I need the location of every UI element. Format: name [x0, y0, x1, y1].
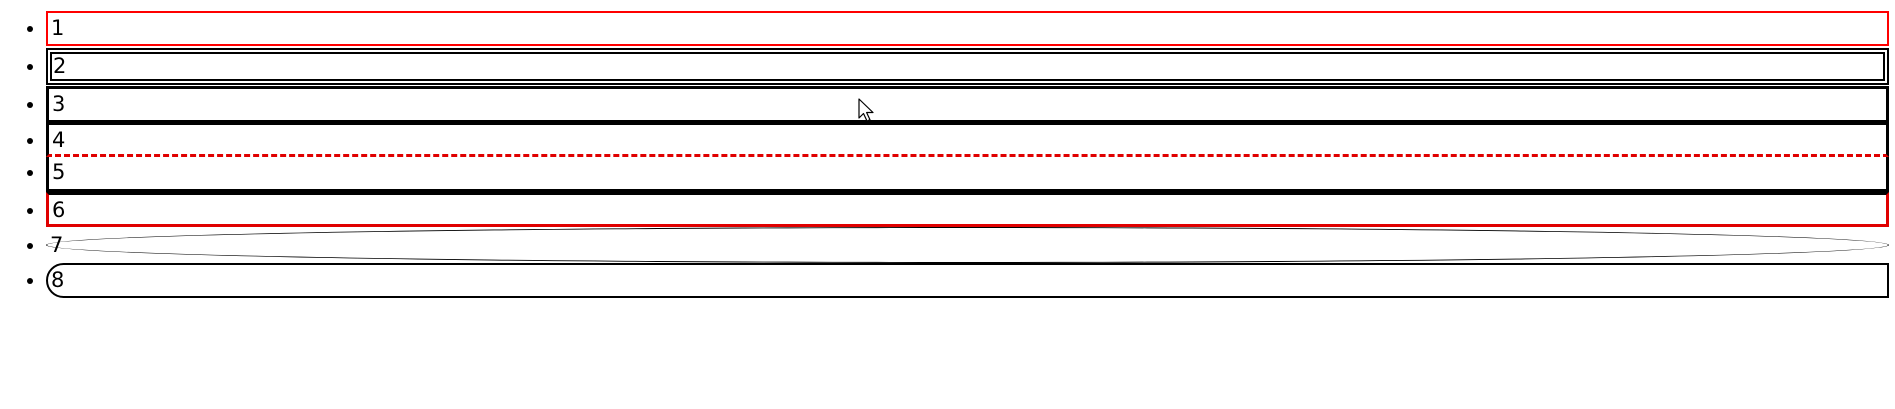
list-item-1 — [46, 11, 1895, 46]
list-item-4 — [46, 122, 1895, 157]
box-item-2: • 2 — [46, 48, 1889, 85]
box-item-1: • 1 — [46, 11, 1889, 46]
mouse-pointer-icon — [858, 98, 876, 124]
box-item-7: • 7 — [46, 227, 1889, 263]
bordered-box-list — [0, 11, 1895, 298]
box-item-4: • 4 — [46, 122, 1889, 157]
list-item-6 — [46, 192, 1895, 227]
list-item-2 — [46, 48, 1895, 85]
box-item-5: • 5 — [46, 157, 1889, 192]
list-item-7 — [46, 227, 1895, 263]
list-item-8 — [46, 263, 1895, 298]
box-item-6: • 6 — [46, 192, 1889, 227]
list-item-3 — [46, 86, 1895, 122]
list-item-5 — [46, 157, 1895, 192]
box-item-3: • 3 — [46, 86, 1889, 122]
box-item-8: • 8 — [46, 263, 1889, 298]
